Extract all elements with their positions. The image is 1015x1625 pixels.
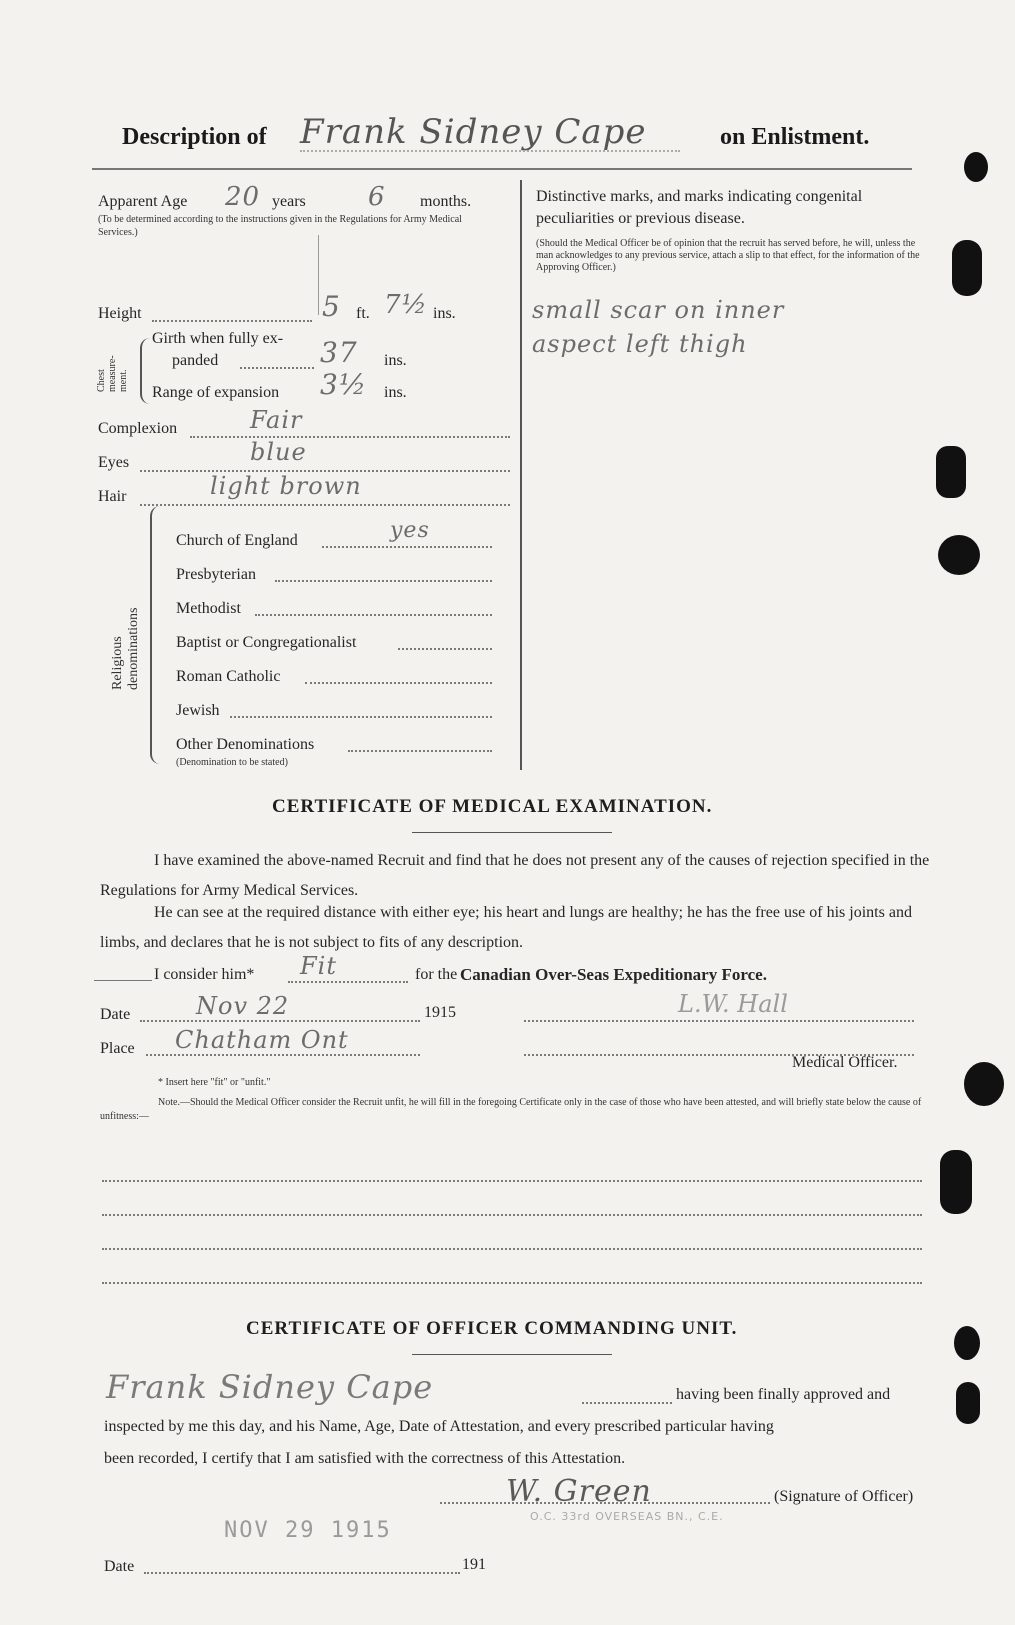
place-label: Place <box>100 1040 135 1057</box>
height-in-value: 7½ <box>384 290 428 320</box>
force-name: Canadian Over-Seas Expeditionary Force. <box>460 965 767 984</box>
medical-para-2: He can see at the required distance with either eye; his heart and lungs are healthy; he has the free use of his joints and limbs, and declares that he is not subject to fits of any description. <box>100 904 912 951</box>
religion-baptist: Baptist or Congregationalist <box>176 634 357 651</box>
age-note: (To be determined according to the instructions given in the Regulations for Army Medical Services.) <box>98 214 462 238</box>
hair-value: light brown <box>210 472 362 500</box>
force-prefix: for the <box>415 966 458 983</box>
punch-hole-3 <box>936 446 966 498</box>
age-label: Apparent Age <box>98 193 188 210</box>
height-label: Height <box>98 305 142 322</box>
commanding-date-label: Date <box>104 1558 135 1575</box>
girth-ins-label: ins. <box>384 352 407 369</box>
range-ins-label: ins. <box>384 384 407 401</box>
recorded-line: been recorded, I certify that I am satisfied with the correctness of this Attestation. <box>104 1450 626 1467</box>
marks-title: Distinctive marks, and marks indicating congenital peculiarities or previous disease. <box>536 188 863 227</box>
table-top-rule <box>92 168 912 170</box>
date-stamp: NOV 29 1915 <box>224 1518 392 1543</box>
insert-note: * Insert here "fit" or "unfit." <box>158 1077 271 1088</box>
religion-jewish: Jewish <box>176 702 220 719</box>
table-divider <box>520 180 522 770</box>
medical-date-value: Nov 22 <box>196 992 290 1020</box>
complexion-label: Complexion <box>98 420 178 437</box>
religion-roman-catholic: Roman Catholic <box>176 668 281 685</box>
punch-hole-4 <box>938 535 980 575</box>
years-label: years <box>272 193 306 210</box>
medical-cert-title: CERTIFICATE OF MEDICAL EXAMINATION. <box>272 796 713 817</box>
girth-value: 37 <box>320 336 358 369</box>
marks-line2: aspect left thigh <box>532 330 748 358</box>
girth-label-1: Girth when fully ex- <box>152 330 284 347</box>
height-ins-label: ins. <box>433 305 456 322</box>
inspected-line: inspected by me this day, and his Name, Age, Date of Attestation, and every prescribed particular having <box>104 1418 774 1435</box>
recruit-name-handwritten: Frank Sidney Cape <box>300 112 647 152</box>
place-value: Chatham Ont <box>175 1026 349 1054</box>
punch-hole-5 <box>964 1062 1004 1106</box>
religion-other: Other Denominations <box>176 736 315 753</box>
girth-label-2: panded <box>172 352 219 369</box>
punch-hole-7 <box>954 1326 980 1360</box>
header-prefix: Description of <box>122 124 267 150</box>
fit-value: Fit <box>300 952 337 980</box>
unit-stamp: O.C. 33rd OVERSEAS BN., C.E. <box>530 1510 724 1523</box>
consider-label: I consider him* <box>154 966 255 983</box>
range-label: Range of expansion <box>152 384 280 401</box>
medical-date-label: Date <box>100 1006 131 1023</box>
medical-para-1: I have examined the above-named Recruit and find that he does not present any of the causes of rejection specified in the Regulations for Army Medical Services. <box>100 852 930 899</box>
months-label: months. <box>420 193 472 210</box>
religion-methodist: Methodist <box>176 600 241 617</box>
ft-label: ft. <box>356 305 370 322</box>
religion-church-of-england-value: yes <box>390 518 430 543</box>
religion-church-of-england: Church of England <box>176 532 298 549</box>
medical-officer-label: Medical Officer. <box>792 1054 898 1071</box>
complexion-value: Fair <box>250 406 303 434</box>
marks-note: (Should the Medical Officer be of opinion that the recruit has served before, he will, unless the man acknowledges to any previous service, attach a slip to that effect, for the information of the Approving Officer.) <box>536 238 920 273</box>
eyes-value: blue <box>250 438 307 466</box>
other-denomination-note: (Denomination to be stated) <box>176 757 288 768</box>
punch-hole-8 <box>956 1382 980 1424</box>
punch-hole-1 <box>964 152 988 182</box>
punch-hole-2 <box>952 240 982 296</box>
commanding-cert-title: CERTIFICATE OF OFFICER COMMANDING UNIT. <box>246 1318 738 1339</box>
age-months-value: 6 <box>368 182 386 212</box>
height-ft-value: 5 <box>322 290 341 323</box>
commanding-name-handwritten: Frank Sidney Cape <box>106 1368 434 1406</box>
hair-label: Hair <box>98 488 127 505</box>
unfit-note: Note.—Should the Medical Officer consider the Recruit unfit, he will fill in the foregoing Certificate only in the case of those who have been attested, and will briefly state below the cause of unfitness:— <box>100 1097 922 1122</box>
medical-officer-signature: L.W. Hall <box>678 990 788 1018</box>
range-value: 3½ <box>320 368 367 401</box>
age-years-value: 20 <box>225 182 261 212</box>
religion-presbyterian: Presbyterian <box>176 566 256 583</box>
medical-year: 1915 <box>424 1004 456 1021</box>
approved-line-end: having been finally approved and <box>676 1386 891 1403</box>
chest-side-label: Chest measure-ment. <box>96 355 129 392</box>
signature-label: (Signature of Officer) <box>774 1488 914 1505</box>
officer-signature: W. Green <box>506 1474 652 1509</box>
header-suffix: on Enlistment. <box>720 124 870 150</box>
punch-hole-6 <box>940 1150 972 1214</box>
marks-line1: small scar on inner <box>532 296 785 324</box>
religion-side-label: Religious denominations <box>110 607 141 690</box>
commanding-date-year: 191 <box>462 1556 486 1573</box>
eyes-label: Eyes <box>98 454 130 471</box>
